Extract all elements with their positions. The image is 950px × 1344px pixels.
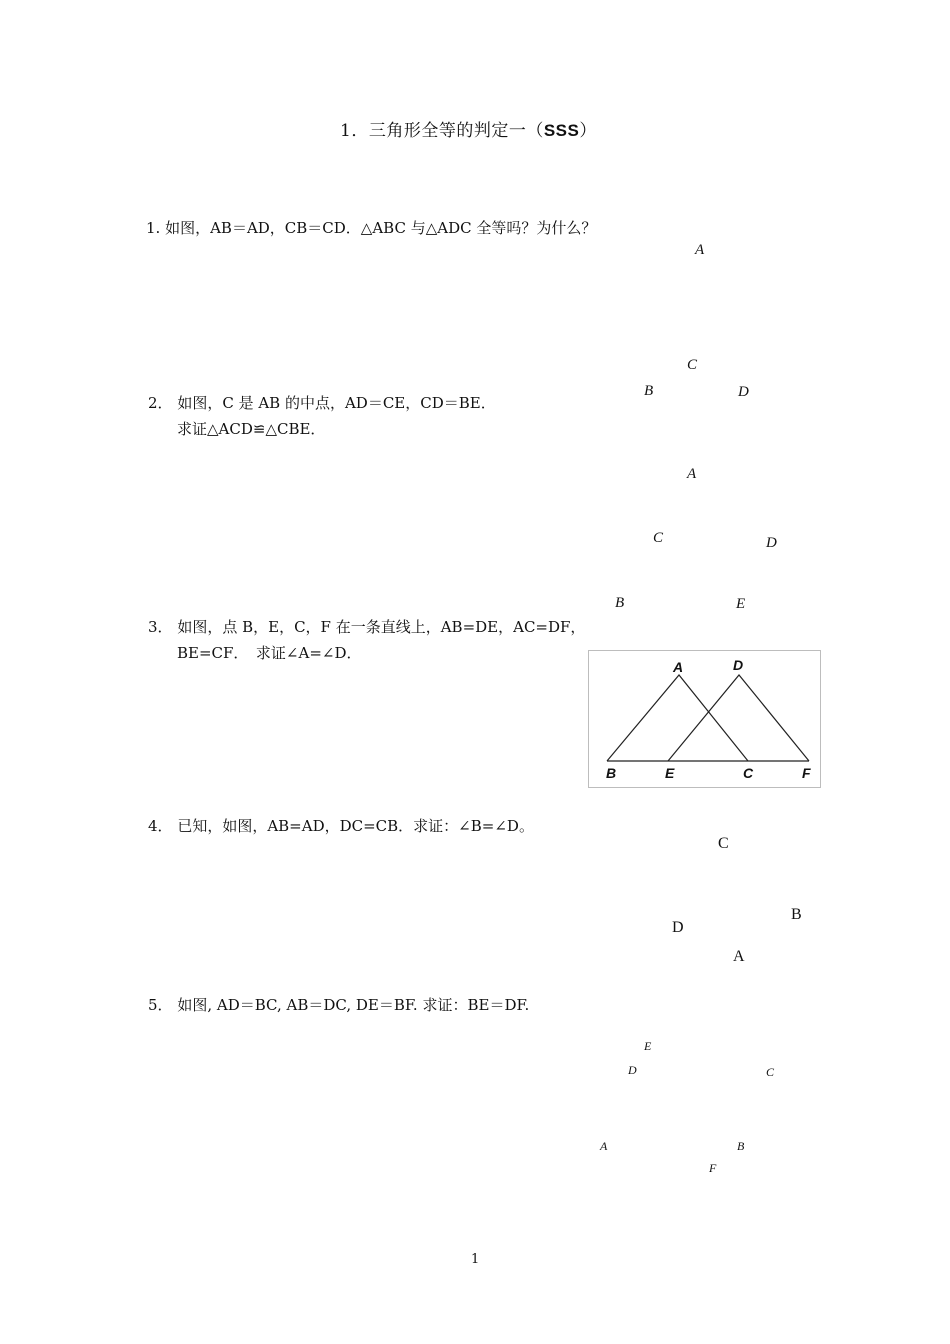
question-2 [148, 390, 496, 442]
question-4 [148, 813, 534, 839]
question-text: 如图, AD＝BC, AB＝DC, DE＝BF. 求证：BE＝DF. [177, 996, 530, 1014]
fig2-label-a: A [687, 466, 697, 482]
fig3-label-a: A [673, 659, 684, 675]
question-text: 已知，如图，AB=AD，DC=CB．求证：∠B=∠D。 [177, 817, 534, 835]
fig1-label-c: C [687, 357, 698, 373]
fig2-label-d: D [766, 535, 777, 551]
question-text: 如图，AB＝AD，CB＝CD．△ABC 与△ADC 全等吗？为什么？ [165, 219, 597, 237]
question-5 [148, 992, 529, 1018]
fig3-label-c: C [743, 765, 754, 781]
fig3-label-d: D [733, 657, 744, 673]
fig3-label-e: E [665, 765, 675, 781]
fig2-label-e: E [736, 596, 746, 612]
question-text: 如图，点 B，E，C，F 在一条直线上，AB=DE，AC=DF， [177, 618, 586, 636]
page-title [340, 116, 597, 141]
fig2-label-b: B [615, 595, 625, 611]
fig5-label-b: B [737, 1139, 745, 1153]
title-prefix: 1．三角形全等的判定一（ [340, 121, 544, 141]
fig1-label-d: D [738, 384, 749, 400]
title-suffix: ） [579, 121, 597, 141]
fig4-label-d: D [672, 919, 684, 936]
question-number: 1. [146, 219, 161, 237]
fig2-label-c: C [653, 530, 664, 546]
question-number: 2． [148, 394, 173, 412]
question-text: 如图，C 是 AB 的中点，AD＝CE，CD＝BE． [177, 394, 496, 412]
fig5-label-d: D [628, 1063, 637, 1077]
fig4-label-c: C [718, 835, 729, 852]
figure-3-svg [589, 651, 820, 787]
fig1-label-a: A [695, 242, 705, 258]
fig5-label-e: E [644, 1039, 652, 1053]
fig1-label-b: B [644, 383, 654, 399]
question-text-line2: 求证△ACD≌△CBE． [177, 420, 326, 438]
fig5-label-c: C [766, 1065, 775, 1079]
fig3-label-f: F [802, 765, 811, 781]
fig3-triangle-abc [607, 675, 748, 761]
question-number: 4． [148, 817, 173, 835]
fig4-label-b: B [791, 906, 802, 923]
question-text-line2: BE=CF． 求证∠A=∠D． [177, 644, 362, 662]
question-3 [148, 614, 585, 666]
page-number: 1 [471, 1252, 480, 1267]
question-1 [146, 215, 596, 241]
fig5-label-a: A [600, 1139, 608, 1153]
question-number: 5． [148, 996, 173, 1014]
fig5-label-f: F [709, 1161, 717, 1175]
fig3-label-b: B [606, 765, 617, 781]
question-number: 3． [148, 618, 173, 636]
title-bold: SSS [543, 121, 580, 140]
fig4-label-a: A [733, 948, 745, 965]
figure-3-triangles [588, 650, 821, 788]
